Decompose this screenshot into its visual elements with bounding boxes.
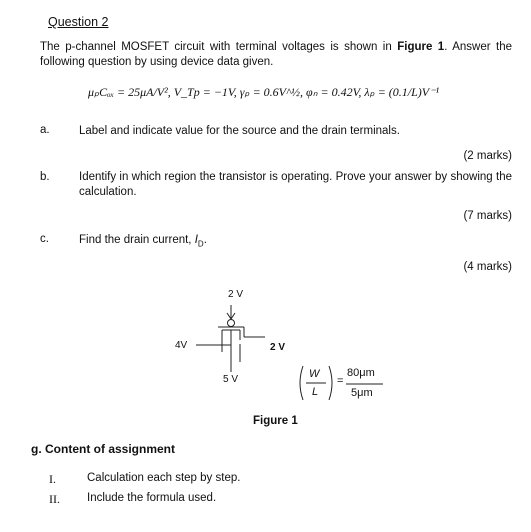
question-c-text-main: Find the drain current, <box>79 234 195 246</box>
intro-text-start: The p-channel MOSFET circuit with terminal voltages is shown in <box>40 41 398 53</box>
body-voltage-label: 2 V <box>270 342 286 353</box>
question-title: Question 2 <box>48 15 109 29</box>
list-item-2-number: II. <box>49 492 60 506</box>
figure-caption: Figure 1 <box>253 415 298 427</box>
list-item-1-text: Calculation each step by step. <box>87 472 241 484</box>
ratio-width-value: 80μm <box>347 367 375 379</box>
question-c-marks: (4 marks) <box>463 261 512 273</box>
device-parameters: μₚCₒₓ = 25μA/V², V_Tp = −1V, γₚ = 0.6V^½, φₙ = 0.42V, λₚ = (0.1/L)V⁻¹ <box>88 85 440 99</box>
drain-current-subscript: D <box>197 239 204 249</box>
drain-current-symbol: I <box>194 234 198 246</box>
question-b-text: Identify in which region the transistor is operating. Prove your answer by showing the calculation. <box>79 171 512 198</box>
ratio-l: L <box>312 386 319 398</box>
question-a-marks: (2 marks) <box>463 150 512 162</box>
wl-ratio-right <box>347 367 383 403</box>
gate-voltage-label: 4V <box>175 340 188 351</box>
wl-ratio-left <box>297 364 337 402</box>
intro-text-end: . Answer the following question by using device data given. <box>40 41 512 68</box>
question-a-text: Label and indicate value for the source and the drain terminals. <box>79 125 400 137</box>
bottom-voltage-label: 5 V <box>223 374 239 385</box>
list-item-2-text: Include the formula used. <box>87 492 217 504</box>
ratio-length-value: 5μm <box>351 387 373 399</box>
pmos-bubble <box>228 320 235 327</box>
section-title: g. Content of assignment <box>31 442 175 456</box>
top-voltage-label: 2 V <box>228 289 244 300</box>
figure-reference: Figure 1 <box>397 41 445 53</box>
ratio-equals: = <box>337 375 344 387</box>
question-c-text-end: . <box>203 234 207 246</box>
question-a-letter: a. <box>40 124 50 136</box>
list-item-1-number: I. <box>49 472 56 486</box>
question-b-marks: (7 marks) <box>463 210 512 222</box>
ratio-w: W <box>309 368 320 380</box>
question-b-letter: b. <box>40 171 50 183</box>
question-c-letter: c. <box>40 233 49 245</box>
